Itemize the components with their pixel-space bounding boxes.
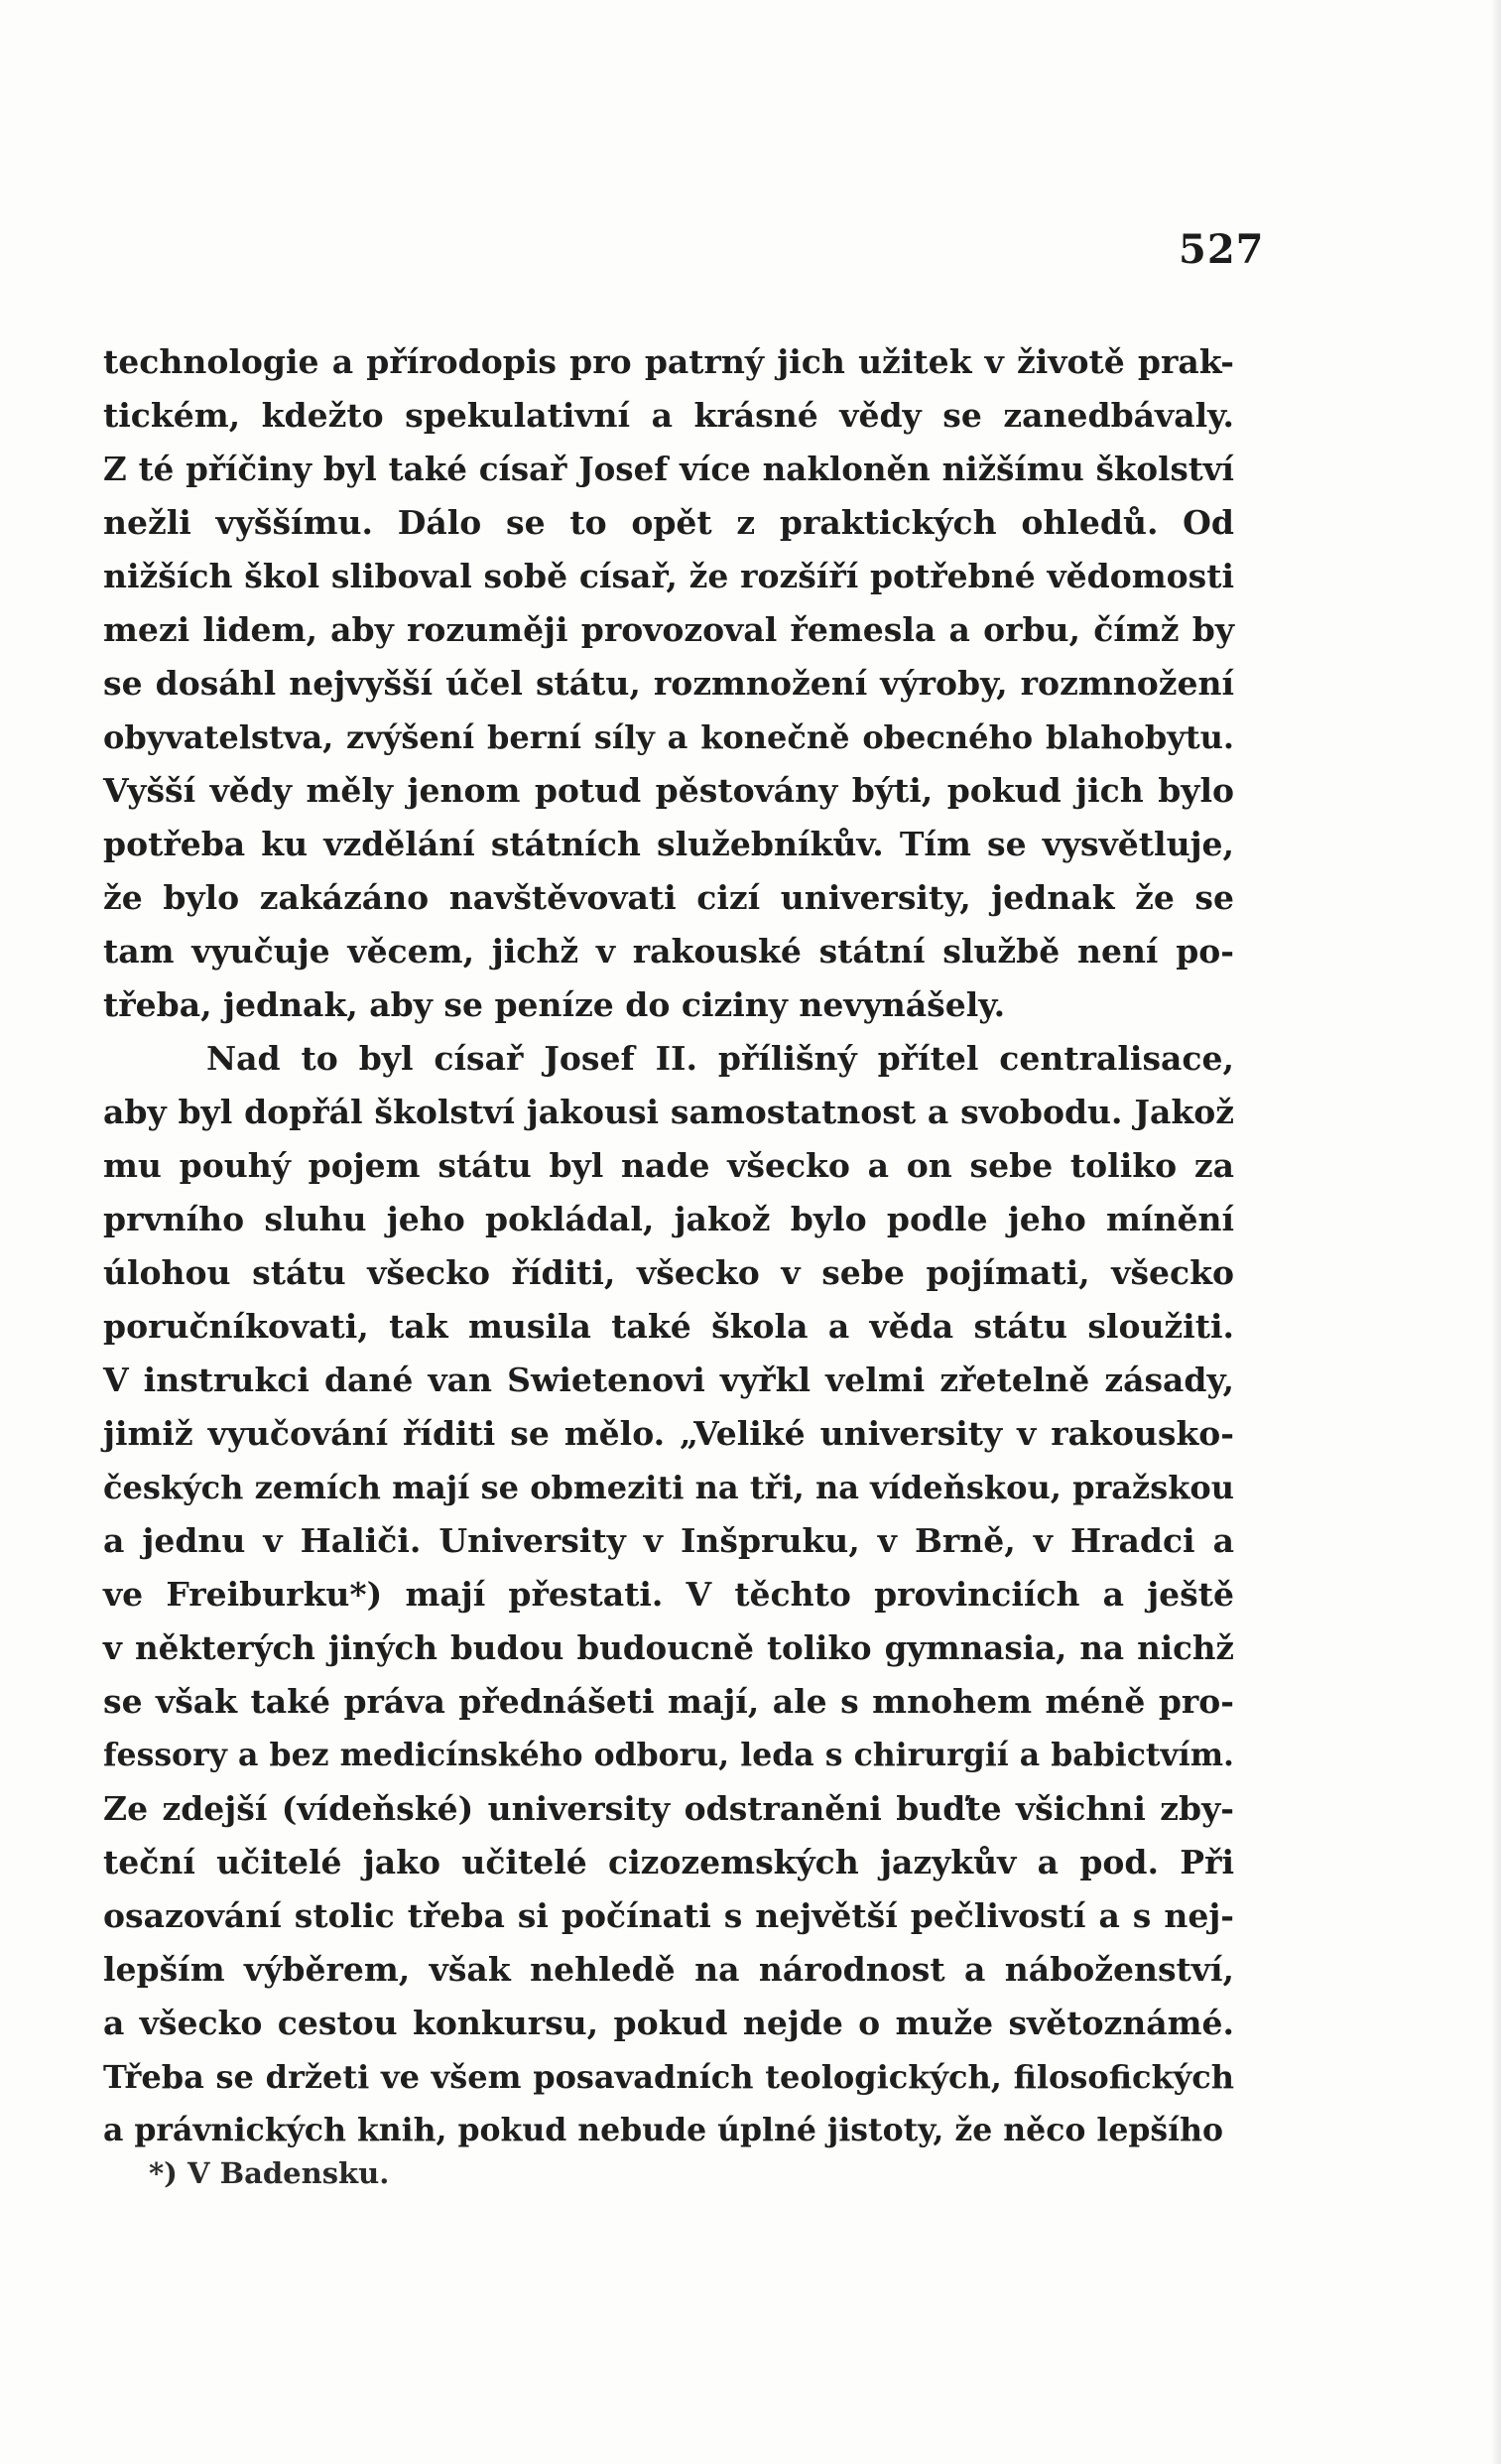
text-line: obyvatelstva, zvýšení berní síly a konečně obecného blahobytu.: [103, 718, 1234, 756]
text-line: a všecko cestou konkursu, pokud nejde o muže světoznámé.: [103, 2004, 1234, 2042]
body-text: [103, 335, 1234, 2157]
text-line: a právnických knih, pokud nebude úplné jistoty, že něco lepšího: [103, 2112, 1224, 2148]
text-line: poručníkovati, tak musila také škola a věda státu sloužiti.: [103, 1307, 1234, 1346]
text-line: se dosáhl nejvyšší účel státu, rozmnožení výroby, rozmnožení: [103, 664, 1234, 703]
text-line: Ze zdejší (vídeňské) university odstraněni buďte všichni zby-: [103, 1789, 1234, 1828]
text-line: Vyšší vědy měly jenom potud pěstovány býti, pokud jich bylo: [103, 771, 1234, 810]
text-line: nežli vyššímu. Dálo se to opět z praktických ohledů. Od: [103, 503, 1234, 542]
scan-edge-shadow: [1491, 0, 1501, 2464]
text-line: nižších škol sliboval sobě císař, že rozšíří potřebné vědomosti: [103, 557, 1234, 595]
text-line: úlohou státu všecko říditi, všecko v sebe pojímati, všecko: [103, 1253, 1234, 1292]
text-line: Z té příčiny byl také císař Josef více nakloněn nižšímu školství: [103, 450, 1234, 488]
text-line: mu pouhý pojem státu byl nade všecko a on sebe toliko za: [103, 1146, 1234, 1185]
text-line: jimiž vyučování říditi se mělo. „Veliké university v rakousko-: [103, 1414, 1234, 1453]
text-line: aby byl dopřál školství jakousi samostatnost a svobodu. Jakož: [103, 1093, 1234, 1131]
text-line: že bylo zakázáno navštěvovati cizí university, jednak že se: [103, 878, 1234, 917]
paragraph-start-line: Nad to byl císař Josef II. přílišný přítel centralisace,: [206, 1039, 1234, 1078]
text-line: V instrukci dané van Swietenovi vyřkl velmi zřetelně zásady,: [103, 1361, 1234, 1399]
text-line: prvního sluhu jeho pokládal, jakož bylo podle jeho mínění: [103, 1200, 1234, 1238]
footnote: *) V Badensku.: [149, 2156, 390, 2190]
text-line: a jednu v Haliči. University v Inšpruku, v Brně, v Hradci a: [103, 1521, 1234, 1560]
text-line: teční učitelé jako učitelé cizozemských jazykův a pod. Při: [103, 1843, 1234, 1881]
text-line: tam vyučuje věcem, jichž v rakouské státní službě není po-: [103, 932, 1234, 971]
text-line: tickém, kdežto spekulativní a krásné vědy se zanedbávaly.: [103, 396, 1234, 435]
page-number: 527: [1179, 226, 1265, 273]
text-line: českých zemích mají se obmeziti na tři, na vídeňskou, pražskou: [103, 1469, 1234, 1506]
text-line: mezi lidem, aby rozuměji provozoval řemesla a orbu, čímž by: [103, 610, 1234, 649]
text-line: technologie a přírodopis pro patrný jich užitek v životě prak-: [103, 342, 1234, 381]
text-line: fessory a bez medicínského odboru, leda s chirurgií a babictvím.: [103, 1737, 1234, 1773]
text-line: třeba, jednak, aby se peníze do ciziny nevynášely.: [103, 985, 1006, 1024]
text-line: lepším výběrem, však nehledě na národnost a náboženství,: [103, 1950, 1234, 1989]
text-line: osazování stolic třeba si počínati s největší pečlivostí a s nej-: [103, 1896, 1234, 1935]
text-line: v některých jiných budou budoucně toliko gymnasia, na nichž: [103, 1628, 1234, 1667]
text-line: ve Freiburku*) mají přestati. V těchto provinciích a ještě: [103, 1575, 1234, 1614]
text-line: se však také práva přednášeti mají, ale s mnohem méně pro-: [103, 1682, 1234, 1721]
text-line: Třeba se držeti ve všem posavadních teologických, filosofických: [103, 2058, 1234, 2096]
text-line: potřeba ku vzdělání státních služebníkův. Tím se vysvětluje,: [103, 825, 1234, 863]
